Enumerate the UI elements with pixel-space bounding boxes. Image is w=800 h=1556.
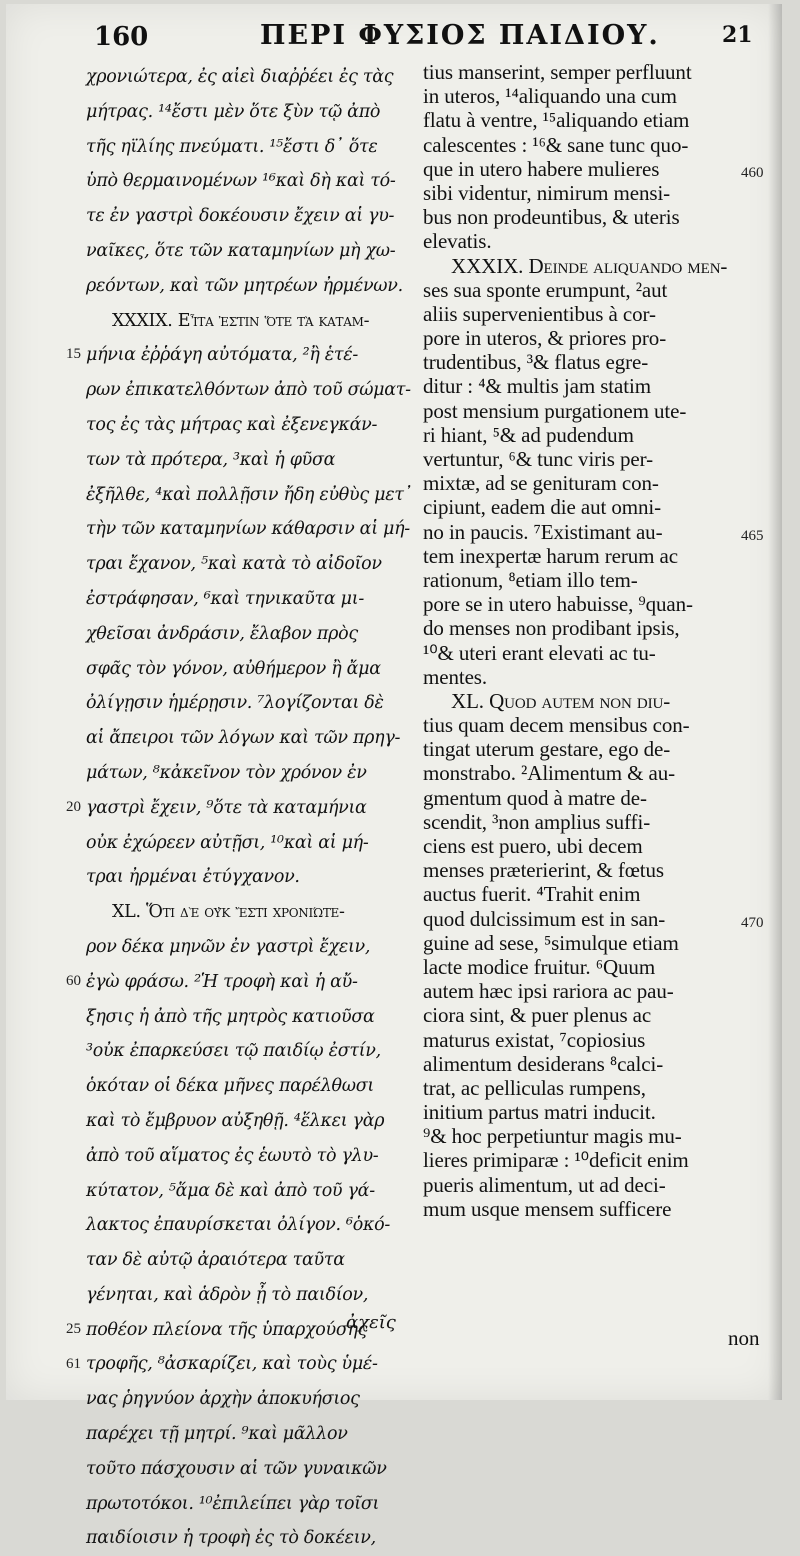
latin-text-line: cipiunt, eadem die aut omni- bbox=[423, 495, 662, 520]
greek-text-line: τε ἐν γαστρὶ δοκέουσιν ἔχειν αἱ γυ- bbox=[86, 206, 395, 227]
latin-text-line: menses præterierint, & fœtus bbox=[423, 858, 664, 883]
latin-text-line: monstrabo. ²Alimentum & au- bbox=[423, 761, 676, 786]
running-title: ΠΕΡΙ ΦΥΣΙΟΣ ΠΑΙΔΙΟΥ. bbox=[260, 20, 660, 51]
greek-text-line: κύτατον, ⁵ἅμα δὲ καὶ ἀπὸ τοῦ γά- bbox=[86, 1180, 375, 1201]
greek-text-line: πρωτοτόκοι. ¹⁰ἐπιλείπει γὰρ τοῖσι bbox=[86, 1493, 380, 1514]
greek-text-line: ὁκόταν οἱ δέκα μῆνες παρέλθωσι bbox=[86, 1076, 374, 1097]
latin-text-line: do menses non prodibant ipsis, bbox=[423, 616, 680, 641]
latin-text-line: flatu à ventre, ¹⁵aliquando etiam bbox=[423, 108, 690, 133]
page-gutter-shadow bbox=[768, 4, 782, 1400]
catchword-greek: ἀχεῖς bbox=[346, 1312, 396, 1333]
greek-text-line: ταν δὲ αὐτῷ ἀραιότερα ταῦτα bbox=[86, 1250, 345, 1271]
greek-text-line: XXXIX. Εἶτα ἐστιν ὅτε τὰ καταμ- bbox=[112, 310, 370, 331]
latin-text-line: post mensium purgationem ute- bbox=[423, 398, 687, 423]
greek-text-line: ἐστράφησαν, ⁶καὶ τηνικαῦτα μι- bbox=[86, 588, 364, 609]
greek-text-line: ἐγὼ φράσω. ²Ἡ τροφὴ καὶ ἡ αὔ- bbox=[86, 971, 358, 992]
greek-margin-line-number: 60 bbox=[66, 972, 81, 989]
greek-text-line: ξησις ἡ ἀπὸ τῆς μητρὸς κατιοῦσα bbox=[86, 1006, 375, 1027]
greek-text-line: ἐξῆλθε, ⁴καὶ πολλῇσιν ἤδη εὐθὺς μετ᾽ bbox=[86, 484, 413, 505]
latin-text-line: ⁹& hoc perpetiuntur magis mu- bbox=[423, 1124, 682, 1149]
latin-text-line: pueris alimentum, ut ad deci- bbox=[423, 1172, 666, 1197]
greek-text-line: ὀλίγῃσιν ἡμέρῃσιν. ⁷λογίζονται δὲ bbox=[86, 693, 384, 714]
latin-text-line: tem inexpertæ harum rerum ac bbox=[423, 543, 678, 568]
greek-text-line: λακτος ἐπαυρίσκεται ὀλίγον. ⁶ὁκό- bbox=[86, 1215, 391, 1236]
latin-text-line: mentes. bbox=[423, 664, 488, 689]
greek-text-line: καὶ τὸ ἔμβρυον αὐξηθῇ. ⁴ἕλκει γὰρ bbox=[86, 1110, 385, 1131]
book-page bbox=[6, 4, 782, 1549]
latin-text-line: maturus existat, ⁷copiosius bbox=[423, 1027, 646, 1052]
greek-text-line: σφᾶς τὸν γόνον, αὐθήμερον ἢ ἄμα bbox=[86, 658, 381, 679]
latin-text-line: bus non prodeuntibus, & uteris bbox=[423, 205, 680, 230]
latin-text-column bbox=[423, 60, 768, 1350]
latin-text-line: tius quam decem mensibus con- bbox=[423, 713, 690, 738]
greek-text-line: τροφῆς, ⁸ἀσκαρίζει, καὶ τοὺς ὑμέ- bbox=[86, 1354, 378, 1375]
latin-text-line: in uteros, ¹⁴aliquando una cum bbox=[423, 84, 677, 109]
page-footer bbox=[6, 1312, 782, 1372]
greek-text-line: αἱ ἄπειροι τῶν λόγων καὶ τῶν πρηγ- bbox=[86, 728, 401, 749]
latin-text-line: ri hiant, ⁵& ad pudendum bbox=[423, 422, 634, 447]
greek-text-line: χρονιώτερα, ἐς αἰεὶ διαῤῥέει ἐς τὰς bbox=[86, 67, 394, 87]
latin-text-line: XXXIX. Deinde aliquando men- bbox=[451, 253, 728, 278]
latin-text-line: ditur : ⁴& multis jam statim bbox=[423, 374, 651, 399]
greek-text-line: ρεόντων, καὶ τῶν μητρέων ἠρμένων. bbox=[86, 275, 403, 296]
latin-text-line: ciora sint, & puer plenus ac bbox=[423, 1003, 652, 1028]
latin-text-line: tius manserint, semper perfluunt bbox=[423, 60, 692, 84]
greek-text-column bbox=[66, 60, 416, 1549]
greek-text-line: παιδίοισιν ἡ τροφὴ ἐς τὸ δοκέειν, bbox=[86, 1528, 376, 1549]
greek-text-line: ρον δέκα μηνῶν ἐν γαστρὶ ἔχειν, bbox=[86, 936, 371, 957]
catchword-latin: non bbox=[728, 1326, 760, 1350]
latin-text-line: no in paucis. ⁷Existimant au- bbox=[423, 519, 663, 544]
greek-margin-line-number: 25 bbox=[66, 1320, 81, 1337]
greek-text-line: ποθέον πλείονα τῆς ὑπαρχούσης bbox=[86, 1319, 368, 1340]
latin-margin-line-number: 465 bbox=[741, 527, 764, 544]
greek-margin-line-number: 61 bbox=[66, 1355, 81, 1372]
page-header bbox=[6, 18, 782, 58]
latin-text-line: calescentes : ¹⁶& sane tunc quo- bbox=[423, 132, 689, 157]
latin-text-line: elevatis. bbox=[423, 229, 492, 254]
latin-text-line: tingat uterum gestare, ego de- bbox=[423, 737, 671, 762]
greek-text-line: ναῖκες, ὅτε τῶν καταμηνίων μὴ χω- bbox=[86, 240, 396, 261]
latin-text-line: XL. Quod autem non diu- bbox=[451, 688, 671, 713]
greek-text-line: τραι ἠρμέναι ἐτύγχανον. bbox=[86, 867, 300, 888]
greek-text-line: τὴν τῶν καταμηνίων κάθαρσιν αἱ μή- bbox=[86, 519, 410, 540]
greek-text-line: ρων ἐπικατελθόντων ἀπὸ τοῦ σώματ- bbox=[86, 380, 411, 401]
latin-text-line: trat, ac pelliculas rumpens, bbox=[423, 1075, 646, 1100]
greek-text-line: μήτρας. ¹⁴ἔστι μὲν ὅτε ξὺν τῷ ἀπὸ bbox=[86, 101, 381, 122]
latin-text-line: gmentum quod à matre de- bbox=[423, 785, 647, 810]
greek-text-line: μήνια ἐῤῥάγη αὐτόματα, ²ἢ ἑτέ- bbox=[86, 345, 358, 366]
greek-text-line: μάτων, ⁸κἀκεῖνον τὸν χρόνον ἐν bbox=[86, 762, 367, 783]
latin-margin-line-number: 460 bbox=[741, 164, 764, 181]
latin-text-line: mixtæ, ad se genituram con- bbox=[423, 471, 659, 496]
greek-margin-line-number: 15 bbox=[66, 346, 81, 363]
latin-text-line: rationum, ⁸etiam illo tem- bbox=[423, 567, 638, 592]
latin-text-line: pore in uteros, & priores pro- bbox=[423, 326, 667, 351]
latin-text-line: que in utero habere mulieres bbox=[423, 156, 660, 181]
page-number: 160 bbox=[94, 22, 149, 52]
latin-text-line: lacte modice fruitur. ⁶Quum bbox=[423, 954, 656, 979]
latin-text-line: ses sua sponte erumpunt, ²aut bbox=[423, 277, 668, 302]
greek-text-line: τραι ἔχανον, ⁵καὶ κατὰ τὸ αἰδοῖον bbox=[86, 554, 382, 575]
latin-text-line: aliis supervenientibus à cor- bbox=[423, 301, 656, 326]
latin-text-line: trudentibus, ³& flatus egre- bbox=[423, 350, 649, 375]
latin-text-line: lieres primiparæ : ¹⁰deficit enim bbox=[423, 1148, 689, 1173]
latin-text-line: auctus fuerit. ⁴Trahit enim bbox=[423, 882, 641, 907]
greek-text-line: ὑπὸ θερμαινομένων ¹⁶καὶ δὴ καὶ τό- bbox=[86, 171, 396, 192]
latin-margin-line-number: 470 bbox=[741, 915, 764, 931]
latin-text-line: quod dulcissimum est in san- bbox=[423, 906, 666, 931]
greek-text-line: γαστρὶ ἔχειν, ⁹ὅτε τὰ καταμήνια bbox=[86, 797, 367, 818]
latin-text-line: scendit, ³non amplius suffi- bbox=[423, 809, 651, 834]
latin-text-line: autem hæc ipsi rariora ac pau- bbox=[423, 979, 674, 1004]
latin-text-line: pore se in utero habuisse, ⁹quan- bbox=[423, 592, 693, 617]
greek-text-line: τος ἐς τὰς μήτρας καὶ ἐξενεγκάν- bbox=[86, 414, 378, 435]
latin-text-line: mum usque mensem sufficere bbox=[423, 1196, 672, 1221]
latin-text-line: guine ad sese, ⁵simulque etiam bbox=[423, 930, 679, 955]
greek-text-line: νας ῥηγνύον ἀρχὴν ἀποκυήσιος bbox=[86, 1389, 360, 1410]
latin-text-line: alimentum desiderans ⁸calci- bbox=[423, 1051, 664, 1076]
signature-mark: 21 bbox=[722, 22, 753, 48]
greek-text-line: οὐκ ἐχώρεεν αὐτῇσι, ¹⁰καὶ αἱ μή- bbox=[86, 832, 369, 853]
latin-text-line: sibi videntur, nimirum mensi- bbox=[423, 180, 671, 205]
greek-text-line: τοῦτο πάσχουσιν αἱ τῶν γυναικῶν bbox=[86, 1458, 387, 1479]
greek-text-line: τῆς ηϊλίης πνεύματι. ¹⁵ἔστι δ᾽ ὅτε bbox=[86, 136, 378, 157]
greek-margin-line-number: 20 bbox=[66, 798, 81, 815]
greek-text-line: XL. Ὅτι δὲ οὐκ ἔστι χρονιώτε- bbox=[112, 902, 345, 923]
greek-text-line: ἀπὸ τοῦ αἵματος ἐς ἑωυτὸ τὸ γλυ- bbox=[86, 1145, 379, 1166]
greek-text-line: των τὰ πρότερα, ³καὶ ἡ φῦσα bbox=[86, 449, 336, 470]
latin-text-line: ciens est puero, ubi decem bbox=[423, 834, 643, 858]
greek-text-line: ³οὐκ ἐπαρκεύσει τῷ παιδίῳ ἐστίν, bbox=[86, 1041, 381, 1062]
greek-text-line: γένηται, καὶ ἁδρὸν ᾖ τὸ παιδίον, bbox=[86, 1284, 369, 1305]
greek-text-line: παρέχει τῇ μητρί. ⁹καὶ μᾶλλον bbox=[86, 1424, 348, 1445]
latin-text-line: ¹⁰& uteri erant elevati ac tu- bbox=[423, 640, 656, 665]
greek-text-line: χθεῖσαι ἀνδράσιν, ἔλαβον πρὸς bbox=[86, 623, 358, 644]
latin-text-line: initium partus matri inducit. bbox=[423, 1100, 656, 1125]
latin-text-line: vertuntur, ⁶& tunc viris per- bbox=[423, 447, 654, 471]
